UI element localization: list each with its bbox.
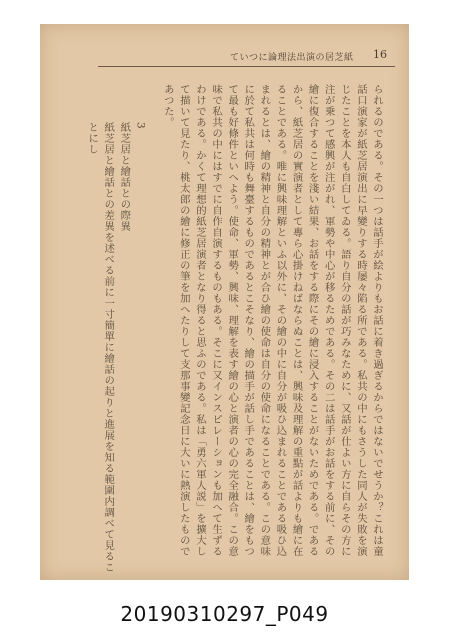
document-page bbox=[40, 24, 409, 580]
page-number: 16 bbox=[373, 48, 387, 61]
running-header: ていつに論理法出演の居芝紙 bbox=[230, 53, 354, 63]
image-caption: 20190310297_P049 bbox=[120, 602, 329, 626]
section-first-line: 紙芝居と繪話との差異を述べる前に一寸簡單に繪話の起りと進展を知る範圍内調べて見ることにし bbox=[86, 122, 115, 573]
body-paragraph: られるのである。その一つは話手が絵よりもお話に着き過ぎるからではないでせうか？これは童話口演家が紙芝居演出に早變りする時屡々陷る所である。私共の中にもさうした同人が失敗を演じたことを本人も自白してゐる。語り自分の話が巧みなために、又話が仕よい方に自らその方に注が乗つて感興が注がれ、軍勢や中心が移るためである。その二は話手がお話をする前に、その繪に復合することを淺い結果、お話をする際にその繪に浸入することがないためである。であるから、紙芝居の實演者として專ら心掛けねばならぬことは、興味及理解の重點が話よりも繪に在ることである。唯に興味理解といふ以外に、その繪の中に自分が吸ひ込まれることである吸ひ込まれるとは、繪の精神と自分の精神とが合ひ繪の使命は自分の使命になることである。この意味に於て私共は何時も舞臺するものであるとこそなり、繪の描手が話し手であることは、繪をもつて最も好條件といへよう。使命、軍勢、興味、理解を表す繪の心と演者の心の完全融合。この意味で私共の中にはすでに自作自演するものもある。そこに又インスピレーションも加へて生ずるわけである。かくて理想的紙芝居演者となり得ると思ふのである。私は「勇六軍人説」を擴大して描いて見たり、桃太郎の繪に修正の筆を加へたりして支那事變記念日に大いに熱演したものであつた。 bbox=[161, 84, 383, 557]
section-heading: 紙芝居と繪話との際異 bbox=[118, 122, 131, 232]
header-rule bbox=[98, 66, 395, 67]
section-number: 3 bbox=[134, 122, 147, 130]
section-block bbox=[84, 122, 148, 582]
